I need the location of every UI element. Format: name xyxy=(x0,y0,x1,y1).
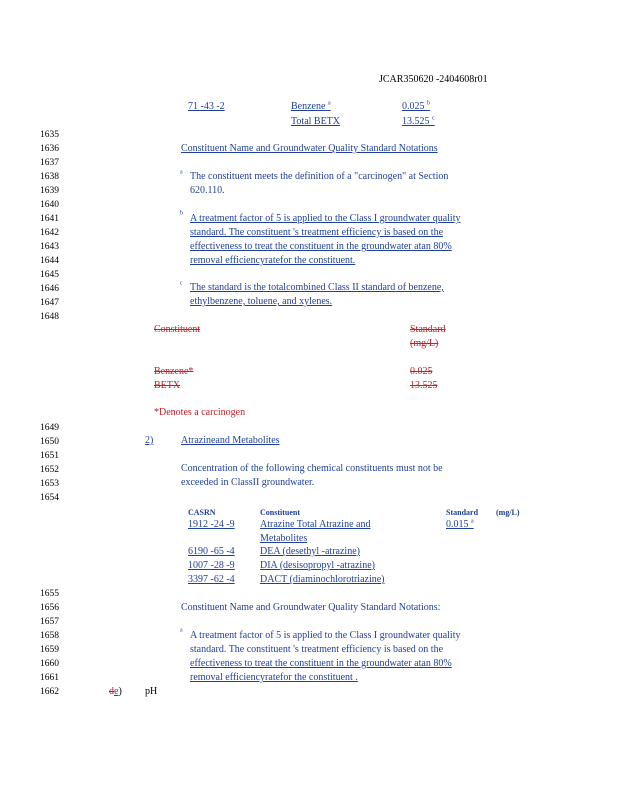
atrazine-row-name: Atrazine Total Atrazine and xyxy=(260,519,371,530)
betx-row-total: Total BETX xyxy=(291,116,341,127)
subsection-struck-letter: d xyxy=(109,686,114,697)
note-b-line4: removal efficiencyratefor the constituent. xyxy=(190,255,356,266)
note2-a-line4: removal efficiencyratefor the constituent . xyxy=(190,672,358,683)
line-number: 1638 xyxy=(40,172,59,182)
betx-value: 13.525 xyxy=(402,116,430,127)
atrazine-header-unit: (mg/L) xyxy=(496,508,520,517)
betx-value: 0.025 xyxy=(402,101,425,112)
section-title: Atrazineand Metabolites xyxy=(181,435,280,446)
note-mark: b xyxy=(180,210,183,217)
line-number: 1635 xyxy=(40,130,59,140)
atrazine-row-name: DEA (desethyl -atrazine) xyxy=(260,546,360,557)
section-intro-line2: exceeded in ClassII groundwater. xyxy=(181,477,315,488)
line-number: 1642 xyxy=(40,228,59,238)
section-number: 2) xyxy=(145,435,154,446)
subsection-paren: ) xyxy=(118,686,122,697)
note-b-mark xyxy=(180,211,183,223)
line-number: 1645 xyxy=(40,270,59,280)
atrazine-row-name: DIA (desisopropyl -atrazine) xyxy=(260,560,375,571)
note-mark: c xyxy=(180,280,183,287)
note-a-mark xyxy=(180,170,183,182)
line-number: 1660 xyxy=(40,659,59,669)
line-number: 1661 xyxy=(40,673,59,683)
atrazine-row-name: DACT (diaminochlorotriazine) xyxy=(260,574,385,585)
note-b-line2: standard. The constituent 's treatment efficiency is based on the xyxy=(190,227,444,238)
line-number: 1655 xyxy=(40,589,59,599)
struck-val-benzene: 0.025 xyxy=(410,366,433,377)
carcinogen-note: *Denotes a carcinogen xyxy=(154,407,246,418)
line-number: 1648 xyxy=(40,312,59,322)
betx-name: Benzene xyxy=(291,101,326,112)
line-number: 1641 xyxy=(40,214,59,224)
line-number: 1649 xyxy=(40,423,59,433)
line-number: 1646 xyxy=(40,284,59,294)
atrazine-header-casrn: CASRN xyxy=(188,508,216,517)
note-c-line2: ethylbenzene, toluene, and xylenes. xyxy=(190,296,333,307)
note-a-line2: 620.110. xyxy=(190,185,225,196)
line-number: 1650 xyxy=(40,437,59,447)
note-mark: a xyxy=(180,627,183,634)
line-number: 1639 xyxy=(40,186,59,196)
struck-col-standard: Standard xyxy=(410,324,446,335)
atrazine-header-constituent: Constituent xyxy=(260,508,301,517)
note-a-line1: The constituent meets the definition of a "carcinogen" at Section xyxy=(190,171,449,182)
line-number: 1640 xyxy=(40,200,59,210)
atrazine-row-name2: Metabolites xyxy=(260,533,308,544)
line-number: 1636 xyxy=(40,144,59,154)
note2-a-line2: standard. The constituent 's treatment efficiency is based on the xyxy=(190,644,444,655)
line-number: 1657 xyxy=(40,617,59,627)
line-number: 1652 xyxy=(40,465,59,475)
note2-a-line3: effectiveness to treat the constituent in the groundwater atan 80% xyxy=(190,658,452,669)
note-c-mark xyxy=(180,281,183,293)
section-intro-line1: Concentration of the following chemical constituents must not be xyxy=(181,463,443,474)
line-number: 1658 xyxy=(40,631,59,641)
atrazine-row-cas: 1912 -24 -9 xyxy=(188,519,235,530)
line-number: 1644 xyxy=(40,256,59,266)
betx-value-benzene xyxy=(402,101,430,113)
note-mark: a xyxy=(180,169,183,176)
subsection-title: pH xyxy=(145,686,158,697)
notations-heading: Constituent Name and Groundwater Quality Standard Notations xyxy=(181,143,438,154)
line-number: 1656 xyxy=(40,603,59,613)
struck-col-unit: (mg/L) xyxy=(410,338,439,349)
subsection-label xyxy=(109,686,122,698)
struck-row-benzene: Benzene* xyxy=(154,366,194,377)
betx-casrn: 71 -43 -2 xyxy=(188,101,225,112)
notations2-heading: Constituent Name and Groundwater Quality Standard Notations: xyxy=(181,602,441,613)
atrazine-std-sup: a xyxy=(471,518,474,525)
line-number: 1651 xyxy=(40,451,59,461)
atrazine-row-std xyxy=(446,519,474,531)
document-id: JCAR350620 -2404608r01 xyxy=(379,74,488,85)
note-c-line1: The standard is the totalcombined Class II standard of benzene, xyxy=(190,282,444,293)
betx-value-sup: b xyxy=(427,100,430,107)
struck-row-betx: BETX xyxy=(154,380,181,391)
atrazine-header-standard: Standard xyxy=(446,508,479,517)
note2-a-line1: A treatment factor of 5 is applied to the Class I groundwater quality xyxy=(190,630,461,641)
line-number: 1637 xyxy=(40,158,59,168)
line-number: 1662 xyxy=(40,687,59,697)
note-b-line1: A treatment factor of 5 is applied to the Class I groundwater quality xyxy=(190,213,461,224)
line-number: 1659 xyxy=(40,645,59,655)
struck-col-constituent: Constituent xyxy=(154,324,201,335)
note-b-line3: effectiveness to treat the constituent in the groundwater atan 80% xyxy=(190,241,452,252)
betx-value-total xyxy=(402,116,435,128)
line-number: 1653 xyxy=(40,479,59,489)
atrazine-row-cas: 6190 -65 -4 xyxy=(188,546,235,557)
line-number: 1654 xyxy=(40,493,59,503)
atrazine-row-cas: 1007 -28 -9 xyxy=(188,560,235,571)
atrazine-row-cas: 3397 -62 -4 xyxy=(188,574,235,585)
line-number: 1643 xyxy=(40,242,59,252)
struck-val-betx: 13.525 xyxy=(410,380,438,391)
betx-sup: a xyxy=(327,100,331,107)
line-number: 1647 xyxy=(40,298,59,308)
betx-value-sup: c xyxy=(432,115,435,122)
betx-row-benzene xyxy=(291,101,331,113)
atrazine-std-value: 0.015 xyxy=(446,519,469,530)
note2-a-mark xyxy=(180,628,183,640)
subsection-new-letter: e xyxy=(114,686,119,697)
